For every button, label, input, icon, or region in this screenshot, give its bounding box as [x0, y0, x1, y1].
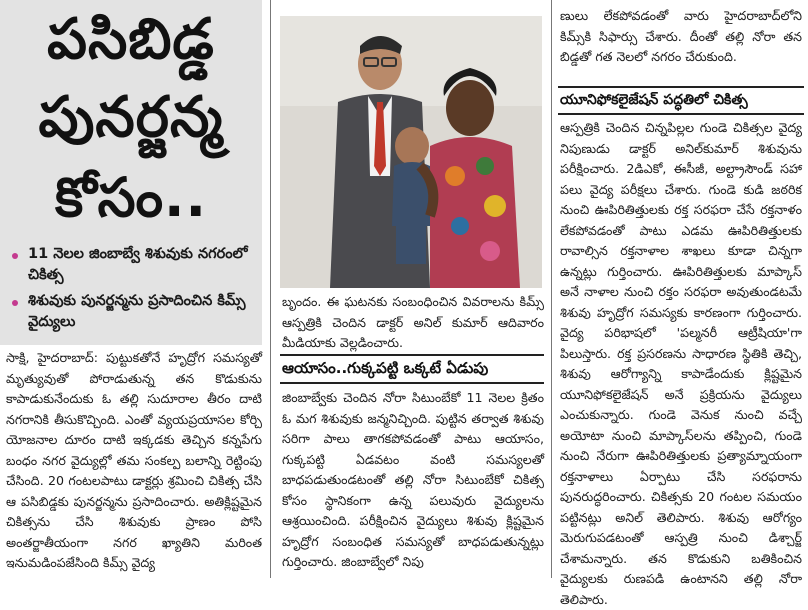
headline-line-3: కోసం.. — [54, 166, 207, 229]
section-subhead-right: యూనిఫోకలైజేషన్ పద్ధతిలో చికిత్స — [560, 92, 748, 108]
subhead-rule-bottom — [280, 382, 544, 384]
column-divider — [551, 0, 552, 578]
article-body-middle: జింబాబ్వేకు చెందిన నోరా సిటుంబేకో 11 నెలల క్రితం ఓ మగ శిశువుకు జన్మనిచ్చింది. పుట్టిన తర్వాత శిశువు సరిగా పాలు తాగకపోవడంతో పాటు ఆయాసం, గుక్కపట్టి ఏడవటం వంటి సమస్యలతో బాధపడుతుండటంతో తల్లి నోరా సిటుంబేకో చికిత్స కోసం స్థానికంగా ఉన్న పలువురు వైద్యులను ఆశ్రయించింది. పరీక్షించిన వైద్యులు శిశువు క్లిష్టమైన హృద్రోగ సంబంధిత సమస్యతో బాధపడుతున్నట్లు గుర్తించారు. జింబాబ్వేలో నిపు — [282, 390, 544, 569]
article-body-right: ఆస్పత్రికి చెందిన చిన్నపిల్లల గుండె చికిత్సల వైద్య నిపుణుడు డాక్టర్ అనిల్‌కుమార్ శిశువును పరీక్షించారు. 2డిఎకో, ఈసీజీ, అల్ట్రాసౌండ్ సహా పలు వైద్య పరీక్షలు చేశారు. గుండె కుడి జఠరిక నుంచి ఊపిరితిత్తులకు రక్త సరఫరా చేసే రక్తనాళం లేకపోవడంతో పాటు ఎడమ ఊపిరితిత్తులకు రావాల్సిన రక్తనాళాల శాఖలు కూడా చిన్నగా ఉన్నట్లు గుర్తించారు. ఊపిరితిత్తులకు మాప్కాస్ అనే నాళాల నుంచి రక్తం సరఫరా అవుతుండటమే శిశువు హృద్రోగ సమస్యకు కారణంగా గుర్తించారు. వైద్య పరిభాషలో 'పల్మనరీ ఆట్రీషియా'గా పిలుస్తారు. రక్త ప్రసరణను సాధారణ స్థితికి తెచ్చి, శిశువు ఆరోగ్యాన్ని కాపాడేందుకు క్లిష్టమైన యూనిఫోకలైజేషన్ అనే ప్రక్రియను వైద్యులు ఎంచుకున్నారు. గుండె వెనుక నుంచి వచ్చే అయోటా నుంచి మాప్కాస్‌లను తప్పించి, గుండె నుంచి నేరుగా ఊపిరితిత్తులకు ప్రత్యామ్నాయంగా రక్తనాళాలు ఏర్పాటు చేసి సరఫరాను పునరుద్ధరించారు. చికిత్సకు 20 గంటల సమయం పట్టినట్లు అనిల్ తెలిపారు. శిశువు ఆరోగ్యం మెరుగుపడటంతో ఆస్పత్రి నుంచి డిశ్చార్జ్ చేశామన్నారు. తన కొడుకుని బతికించిన వైద్యులకు రుణపడి ఉంటానని తల్లి నోరా తెలిపారు. — [560, 120, 802, 607]
article-body-left: సాక్షి, హైదరాబాద్: పుట్టుకతోనే హృద్రోగ సమస్యతో మృత్యువుతో పోరాడుతున్న తన కొడుకును కాపాడుకునేందుకు ఓ తల్లి సుదూరాల తీరం దాటి నగరానికి తీసుకొచ్చింది. ఎంతో వ్యయప్రయాసల కోర్చి యోజనాల దూరం దాటి ఇక్కడకు తెచ్చిన కన్నపేగు బంధం నగర వైద్యుల్లో తమ సంకల్ప బలాన్ని రెట్టింపు చేసింది. 20 గంటలపాటు డాక్టర్లు శ్రమించి చికిత్స చేసి ఆ పసిబిడ్డకు పునర్జన్మను ప్రసాదించారు. అతిక్లిష్టమైన చికిత్సను చేసి శిశువుకు ప్రాణం పోసి అంతర్జాతీయంగా నగర ఖ్యాతిని మరింత ఇనుమడింపజేసింది కిమ్స్ వైద్య — [6, 350, 262, 570]
section-subhead-middle: ఆయాసం..గుక్కపట్టి ఒక్కటే ఏడుపు — [282, 359, 489, 377]
subhead-rule-bottom — [558, 113, 804, 115]
bullet-item-2: శిశువుకు పునర్జన్మను ప్రసాదించిన కిమ్స్ వైద్యులు — [28, 293, 246, 330]
bullet-dot — [12, 300, 18, 306]
photo-caption: బృందం. ఈ ఘటనకు సంబంధించిన వివరాలను కిమ్స్ ఆస్పత్రికి చెందిన డాక్టర్ అనిల్ కుమార్ ఆదివారం మీడియాకు వెల్లడించారు. — [282, 294, 544, 350]
bullet-item-1: 11 నెలల జింబాబ్వే శిశువుకు నగరంలో చికిత్స — [28, 246, 248, 283]
bullet-dot — [12, 253, 18, 259]
column-divider — [270, 0, 271, 578]
article-body-right-top: ణులు లేకపోవడంతో వారు హైదరాబాద్‌లోని కిమ్స్‌కి సిఫార్సు చేశారు. దీంతో తల్లి నోరా తన బిడ్డతో గత నెలలో నగరం చేరుకుంది. — [560, 8, 802, 64]
news-photo — [280, 16, 542, 288]
headline-line-1: పసిబిడ్డ — [47, 7, 215, 72]
summary-bullets — [0, 240, 262, 345]
photo-illustration — [280, 16, 542, 288]
headline-line-2: పునర్జన్మ — [38, 85, 224, 150]
headline-block — [0, 0, 262, 240]
